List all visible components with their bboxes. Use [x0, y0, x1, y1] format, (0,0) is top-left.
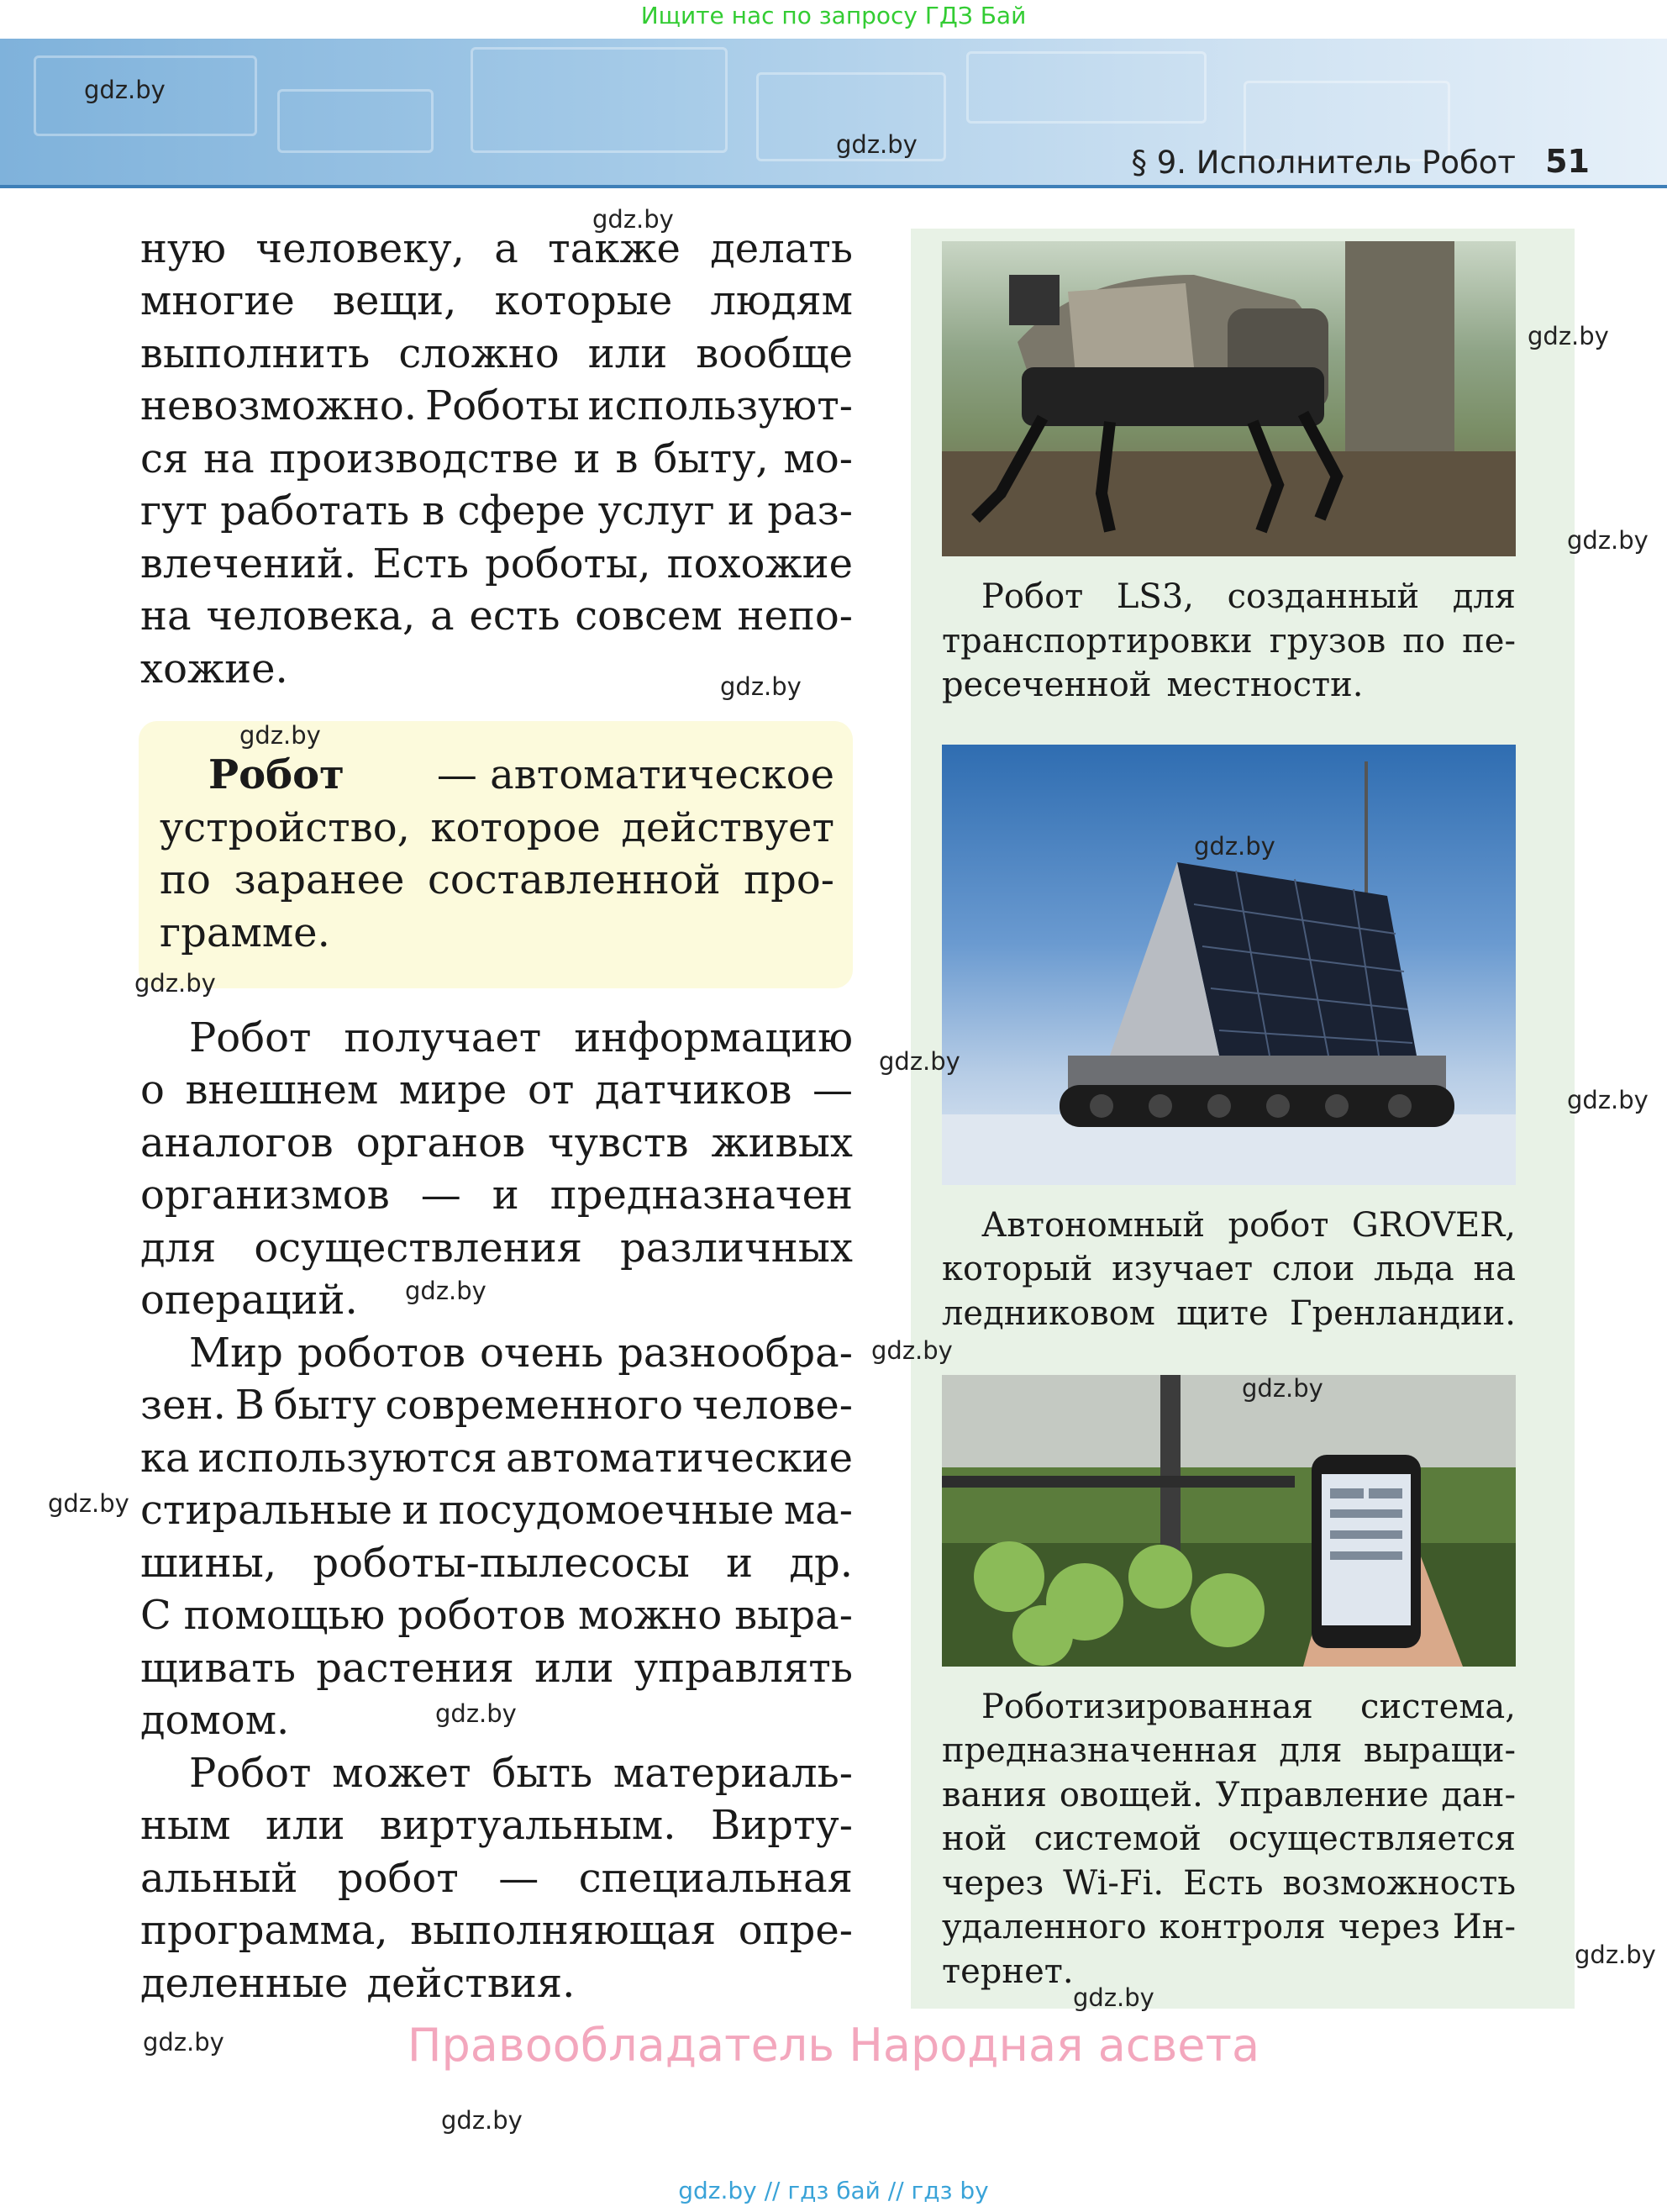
watermark-text: gdz.by — [1528, 322, 1609, 350]
watermark-text: gdz.by — [143, 2028, 224, 2057]
watermark-text: gdz.by — [592, 205, 674, 234]
section-title: § 9. Исполнитель Робот — [1131, 145, 1516, 181]
caption-garden-line: тернет. — [942, 1952, 1074, 1991]
watermark-text: gdz.by — [1073, 1983, 1154, 2012]
watermark-text: gdz.by — [405, 1277, 486, 1305]
definition-line: устройство, которое действует — [160, 804, 834, 851]
body-line: зен. В быту современного челове- — [140, 1382, 853, 1429]
garden-robot-photo — [942, 1375, 1516, 1667]
body-line: Робот получает информацию — [189, 1014, 853, 1061]
body-line: Робот может быть материаль- — [189, 1750, 853, 1797]
watermark-text: gdz.by — [879, 1047, 960, 1076]
body-line: деленные действия. — [140, 1960, 576, 2007]
body-line: хожие. — [140, 645, 288, 693]
caption-grover-line: ледниковом щите Гренландии. — [942, 1294, 1516, 1333]
footer-links[interactable]: gdz.by // гдз бай // гдз by — [678, 2177, 989, 2204]
definition-line: грамме. — [160, 909, 330, 956]
body-line: о внешнем мире от датчиков — — [140, 1066, 853, 1114]
definition-first-line-rest: — автоматическое — [436, 751, 834, 798]
caption-ls3-line: транспортировки грузов по пе- — [942, 622, 1516, 661]
body-line: для осуществления различных — [140, 1224, 853, 1272]
body-line: организмов — и предназначен — [140, 1172, 853, 1219]
body-line: шины, роботы-пылесосы и др. — [140, 1540, 853, 1587]
caption-garden-line: предназначенная для выращи- — [942, 1731, 1516, 1770]
body-line: С помощью роботов можно выра- — [140, 1592, 853, 1639]
top-banner-text: Ищите нас по запросу ГДЗ Бай — [640, 2, 1027, 29]
body-line: операций. — [140, 1277, 358, 1324]
body-line: гут работать в сфере услуг и раз- — [140, 487, 853, 535]
caption-ls3-line: Робот LS3, созданный для — [981, 577, 1516, 616]
body-line: домом. — [140, 1697, 290, 1744]
body-line: влечений. Есть роботы, похожие — [140, 540, 853, 587]
body-line: ся на производстве и в быту, мо- — [140, 435, 853, 482]
watermark-text: gdz.by — [134, 969, 216, 998]
caption-garden-line: вания овощей. Управление дан- — [942, 1776, 1516, 1814]
grover-robot-photo — [942, 745, 1516, 1185]
watermark-text: gdz.by — [1567, 526, 1649, 555]
definition-line: по заранее составленной про- — [160, 856, 834, 903]
caption-grover-line: который изучает слои льда на — [942, 1250, 1516, 1288]
body-line: выполнить сложно или вообще — [140, 330, 853, 377]
caption-garden-line: ной системой осуществляется — [942, 1820, 1516, 1858]
watermark-text: gdz.by — [48, 1489, 129, 1518]
watermark-text: gdz.by — [435, 1699, 517, 1728]
definition-term: Робот — [208, 751, 344, 798]
page-number: 51 — [1545, 143, 1590, 180]
caption-ls3-line: ресеченной местности. — [942, 666, 1364, 704]
body-line: программа, выполняющая опре- — [140, 1907, 853, 1954]
watermark-text: gdz.by — [1575, 1941, 1656, 1969]
caption-garden-line: Роботизированная система, — [981, 1688, 1516, 1726]
watermark-text: gdz.by — [1242, 1374, 1323, 1403]
body-line: альный робот — специальная — [140, 1855, 853, 1902]
ls3-robot-photo — [942, 241, 1516, 556]
body-line: на человека, а есть совсем непо- — [140, 592, 853, 640]
watermark-text: gdz.by — [871, 1336, 953, 1365]
watermark-text: gdz.by — [84, 76, 166, 104]
caption-grover-line: Автономный робот GROVER, — [981, 1206, 1516, 1245]
watermark-text: gdz.by — [720, 672, 802, 701]
body-line: стиральные и посудомоечные ма- — [140, 1487, 853, 1534]
body-line: ным или виртуальным. Вирту- — [140, 1802, 853, 1849]
watermark-text: gdz.by — [1567, 1086, 1649, 1114]
body-line: щивать растения или управлять — [140, 1645, 853, 1692]
body-line: многие вещи, которые людям — [140, 277, 853, 324]
definition-first-line — [208, 751, 834, 798]
caption-garden-line: через Wi-Fi. Есть возможность — [942, 1864, 1516, 1903]
copyright-notice: Правообладатель Народная асвета — [407, 2019, 1260, 2072]
watermark-text: gdz.by — [441, 2106, 523, 2135]
caption-garden-line: удаленного контроля через Ин- — [942, 1908, 1516, 1946]
watermark-text: gdz.by — [836, 130, 918, 159]
watermark-text: gdz.by — [1194, 832, 1275, 861]
watermark-text: gdz.by — [239, 721, 321, 750]
body-line: аналогов органов чувств живых — [140, 1119, 853, 1167]
body-line: невозможно. Роботы используют- — [140, 382, 853, 429]
body-line: Мир роботов очень разнообра- — [189, 1330, 853, 1377]
body-line: ка используются автоматические — [140, 1435, 853, 1482]
body-line: ную человеку, а также делать — [140, 225, 853, 272]
